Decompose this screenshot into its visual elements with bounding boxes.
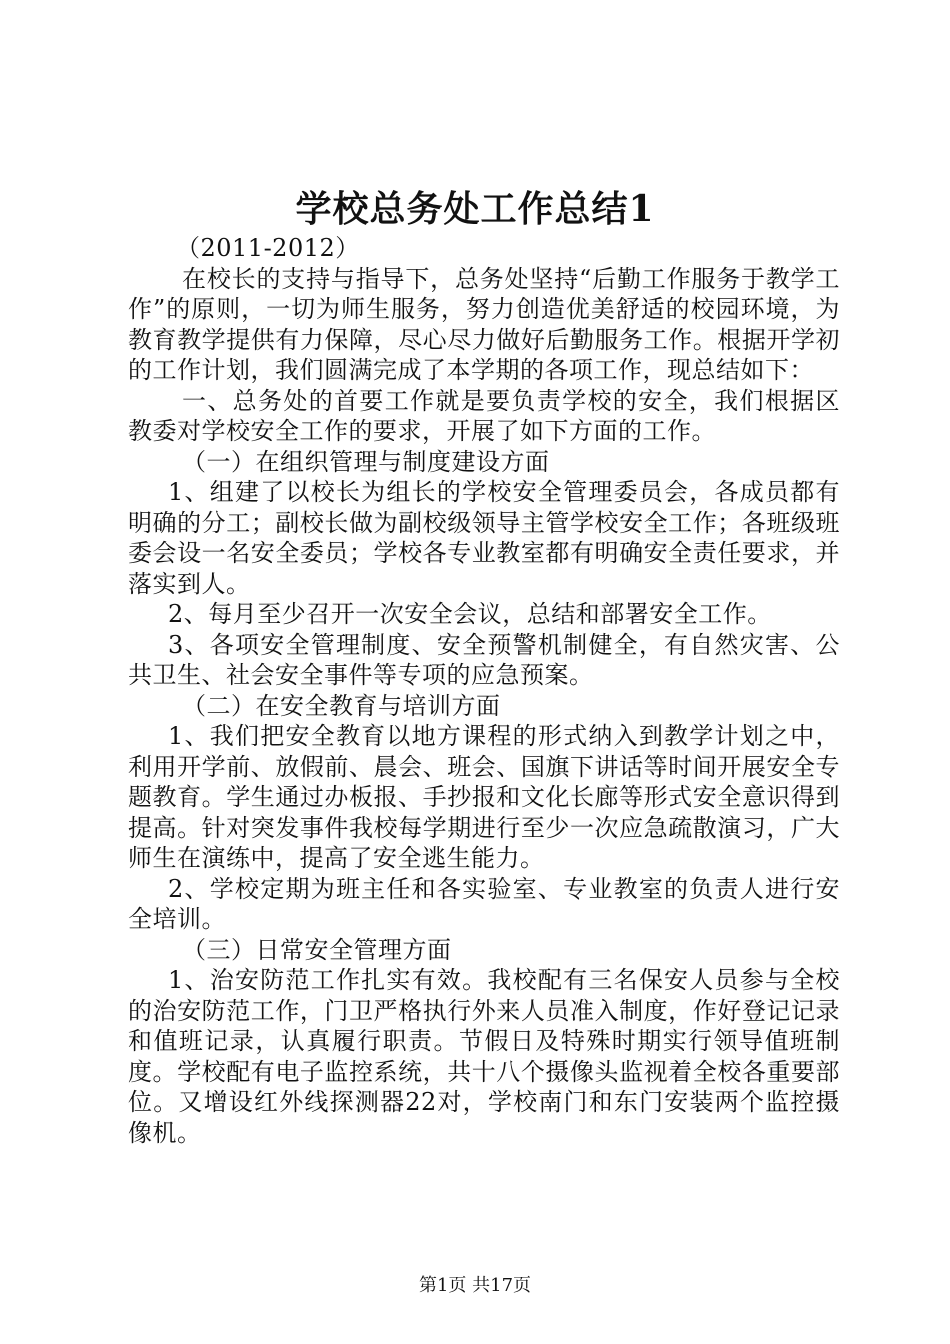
paragraph-intro: 在校长的支持与指导下，总务处坚持“后勤工作服务于教学工作”的原则，一切为师生服务，努力创造优美舒适的校园环境，为教育教学提供有力保障，尽心尽力做好后勤服务工作。根据开学初的工作计划，我们圆满完成了本学期的各项工作，现总结如下： (128, 264, 840, 384)
paragraph-edu-item-1: 1、我们把安全教育以地方课程的形式纳入到教学计划之中，利用开学前、放假前、晨会、班会、国旗下讲话等时间开展安全专题教育。学生通过办板报、手抄报和文化长廊等形式安全意识得到提高。针对突发事件我校每学期进行至少一次应急疏散演习，广大师生在演练中，提高了安全逃生能力。 (128, 722, 840, 872)
subheading-daily-safety: （三）日常安全管理方面 (182, 935, 452, 964)
page-number-footer: 第1页 共17页 (418, 1275, 532, 1296)
document-body (128, 233, 840, 1148)
paragraph-org-item-1: 1、组建了以校长为组长的学校安全管理委员会，各成员都有明确的分工；副校长做为副校级领导主管学校安全工作；各班级班委会设一名安全委员；学校各专业教室都有明确安全责任要求，并落实到人。 (128, 478, 840, 598)
paragraph-year-range: （2011-2012） (176, 234, 360, 262)
paragraph-daily-item-1: 1、治安防范工作扎实有效。我校配有三名保安人员参与全校的治安防范工作，门卫严格执行外来人员准入制度，作好登记记录和值班记录，认真履行职责。节假日及特殊时期实行领导值班制度。学校配有电子监控系统，共十八个摄像头监视着全校各重要部位。又增设红外线探测器22对，学校南门和东门安装两个监控摄像机。 (128, 966, 840, 1147)
paragraph-edu-item-2: 2、学校定期为班主任和各实验室、专业教室的负责人进行安全培训。 (128, 874, 840, 933)
paragraph-org-item-2: 2、每月至少召开一次安全会议，总结和部署安全工作。 (168, 600, 772, 628)
subheading-education: （二）在安全教育与培训方面 (182, 691, 501, 720)
paragraph-section-1: 一、总务处的首要工作就是要负责学校的安全，我们根据区教委对学校安全工作的要求，开展了如下方面的工作。 (128, 386, 840, 445)
subheading-organization: （一）在组织管理与制度建设方面 (182, 447, 550, 476)
document-title: 学校总务处工作总结1 (295, 188, 655, 230)
paragraph-org-item-3: 3、各项安全管理制度、安全预警机制健全，有自然灾害、公共卫生、社会安全事件等专项的应急预案。 (128, 630, 840, 689)
